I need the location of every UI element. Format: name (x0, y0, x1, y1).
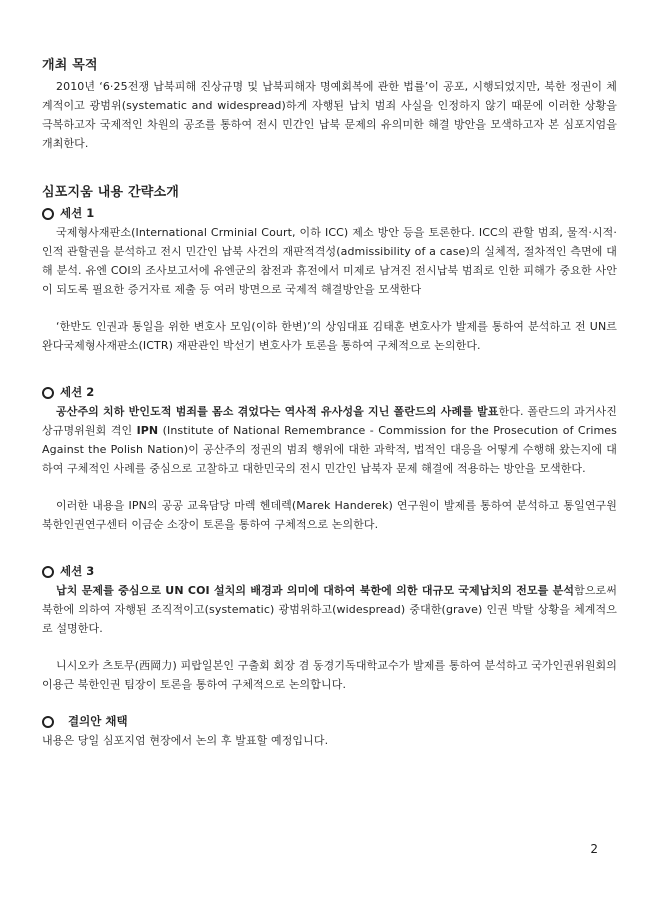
overview-heading: 심포지움 내용 간략소개 (42, 185, 180, 200)
purpose-heading: 개최 목적 (42, 58, 98, 73)
session3-paragraph-1 (42, 581, 617, 638)
session3-paragraph-2: 니시오카 츠토무(西岡力) 피랍일본인 구출회 회장 겸 동경기독대학교수가 발제를 통하여 분석하고 국가인권위원회의 이용근 북한인권 팀장이 토론을 통하여 구체적으로 논의합니다. (42, 659, 617, 691)
resolution-paragraph: 내용은 당일 심포지엄 현장에서 논의 후 발표할 예정입니다. (42, 734, 329, 747)
circle-bullet-icon (42, 387, 54, 399)
session3-highlight: 납치 문제를 중심으로 UN COI 설치의 배경과 의미에 대하여 북한에 의한 대규모 국제납치의 전모를 분석 (56, 584, 575, 597)
circle-bullet-icon (42, 208, 54, 220)
session2-paragraph-2: 이러한 내용을 IPN의 공공 교육담당 마렉 헨데렉(Marek Handerek) 연구원이 발제를 통하여 분석하고 통일연구원 북한인권연구센터 이금순 소장이 토론을 통하여 구체적으로 논의한다. (42, 499, 617, 531)
session2-heading (42, 383, 617, 402)
session3-title: 세션 3 (60, 564, 95, 578)
resolution-heading (42, 712, 617, 731)
session2-highlight: 공산주의 치하 반인도적 범죄를 몸소 겪었다는 역사적 유사성을 지닌 폴란드의 사례를 발표 (56, 405, 499, 418)
page-number: 2 (590, 842, 598, 856)
session3-text: 함으로써 북한에 의하여 자행된 조직적이고(systematic) 광범위하고(widespread) 중대한(grave) 인권 박탈 상황을 체계적으로 설명한다. (42, 584, 617, 635)
purpose-paragraph: 2010년 ‘6·25전쟁 납북피해 진상규명 및 납북피해자 명예회복에 관한 법률’이 공포, 시행되었지만, 북한 정권이 체계적이고 광범위(systematic and widespread)하게 자행된 납치 범죄 사실을 인정하지 않기 때문에 이러한 상황을 극복하고자 국제적인 차원의 공조를 통하여 전시 민간인 납북 문제의 유의미한 해결 방안을 모색하고자 본 심포지엄을 개최한다. (42, 80, 617, 150)
session2-title: 세션 2 (60, 385, 95, 399)
resolution-title: 결의안 채택 (68, 714, 128, 728)
session1-paragraph-1: 국제형사재판소(International Crminial Court, 이하 ICC) 제소 방안 등을 토론한다. ICC의 관할 범죄, 물적·시적·인적 관할권을 분석하고 전시 민간인 납북 사건의 재판적격성(admissibility of a case)의 실체적, 절차적인 측면에 대해 분석. 유엔 COI의 조사보고서에 유엔군의 참전과 휴전에서 미제로 남겨진 전시납북 범죄로 인한 피해가 중요한 사안이 되도록 필요한 증거자료 제출 등 여러 방면으로 국제적 해결방안을 모색한다 (42, 226, 617, 296)
session1-paragraph-2: ‘한반도 인권과 통일을 위한 변호사 모임(이하 한변)’의 상임대표 김태훈 변호사가 발제를 통하여 분석하고 전 UN르완다국제형사재판소(ICTR) 재판관인 박선기 변호사가 토론을 통하여 구체적으로 논의한다. (42, 320, 617, 352)
page-content (42, 54, 617, 750)
session2-ipn: IPN (136, 424, 159, 437)
session2-text-b: (Institute of National Remembrance - Commission for the Prosecution of Crimes Against the Polish Nation)이 공산주의 정권의 범죄 행위에 대한 과학적, 법적인 대응을 어떻게 수행해 왔는지에 대하여 구체적인 사례를 중심으로 고찰하고 대한민국의 전시 민간인 납북자 문제 해결에 적용하는 방안을 모색한다. (42, 424, 617, 475)
session1-heading (42, 204, 617, 223)
circle-bullet-icon (42, 716, 54, 728)
circle-bullet-icon (42, 566, 54, 578)
session3-heading (42, 562, 617, 581)
session2-paragraph-1 (42, 402, 617, 478)
session1-title: 세션 1 (60, 206, 95, 220)
session2-text-a: 한다. 폴란드의 과거사진상규명위원회 격인 (42, 405, 617, 437)
